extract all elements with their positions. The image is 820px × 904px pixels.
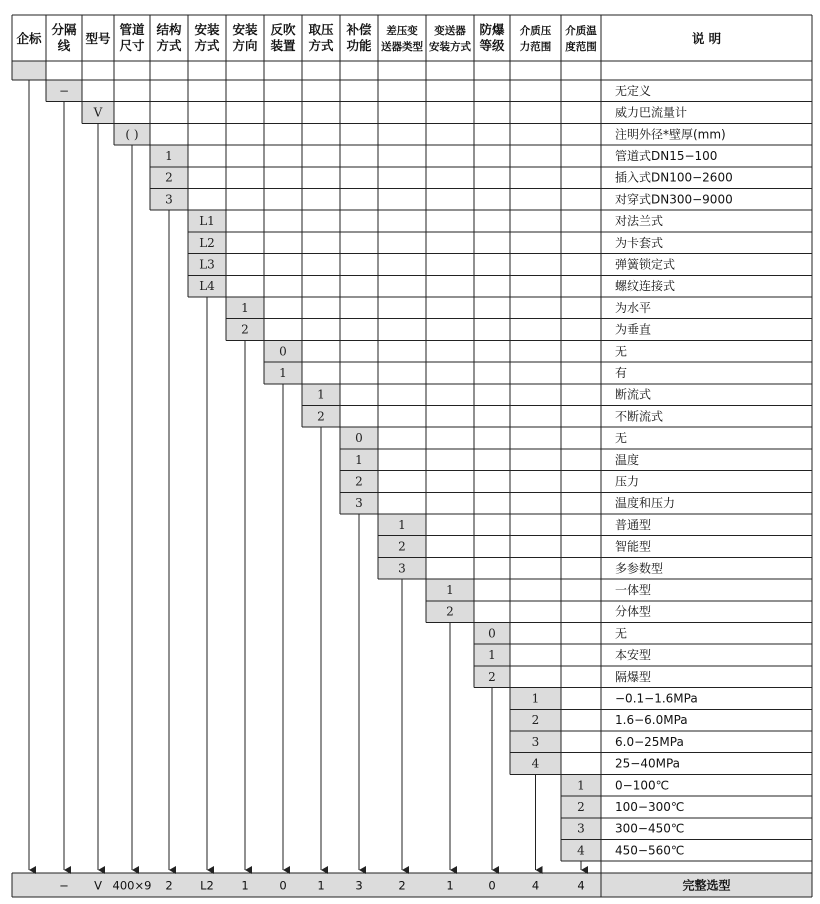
code-cell: 4 [531, 756, 540, 771]
code-cell: 2 [577, 799, 585, 814]
description-cell: 压力 [615, 474, 640, 489]
footer-value: − [59, 878, 69, 893]
description-cell: 6.0−25MPa [615, 734, 684, 749]
code-cell: 3 [398, 561, 406, 576]
selection-arrows [29, 80, 581, 870]
footer-value: 4 [577, 878, 585, 893]
column-header: 型号 [85, 31, 111, 46]
column-header: 尺寸 [119, 38, 145, 53]
code-cell: L1 [199, 214, 215, 229]
description-cell: 智能型 [615, 539, 652, 554]
column-header: 安装 [232, 22, 258, 37]
column-header: 方向 [232, 38, 258, 53]
code-cell: L2 [199, 235, 215, 250]
code-cell: 1 [355, 452, 363, 467]
shaded-cell [12, 61, 46, 80]
footer-value: 1 [241, 878, 249, 893]
footer-value: 2 [398, 878, 406, 893]
code-cell: 0 [355, 431, 363, 446]
description-cell: 温度 [615, 452, 640, 467]
code-cell: ( ) [125, 127, 139, 142]
column-header: 介质温 [565, 25, 597, 37]
footer-label: 完整选型 [682, 878, 731, 893]
footer-value: 1 [446, 878, 454, 893]
description-cell: 温度和压力 [615, 496, 676, 511]
footer-value: V [94, 878, 102, 893]
code-cell: 1 [531, 691, 540, 706]
column-header: 方式 [308, 38, 334, 53]
code-cell: 3 [355, 496, 363, 511]
code-cell: 1 [488, 648, 496, 663]
column-header: 装置 [270, 38, 296, 53]
column-header: 功能 [346, 38, 372, 53]
code-cell: 3 [531, 734, 540, 749]
description-cell: 插入式DN100−2600 [615, 170, 733, 185]
footer-value: 400×9 [112, 878, 152, 893]
description-cell: 为垂直 [615, 322, 652, 337]
column-header: 送器类型 [381, 41, 423, 53]
description-cell: 100−300℃ [615, 799, 685, 814]
description-cell: 300−450℃ [615, 821, 685, 836]
description-cell: 威力巴流量计 [615, 105, 688, 120]
description-cell: 无定义 [615, 83, 652, 98]
description-cell: 无 [615, 626, 628, 641]
description-cell: 为卡套式 [615, 235, 664, 250]
description-cell: 1.6−6.0MPa [615, 713, 688, 728]
description-cell: 0−100℃ [615, 778, 670, 793]
column-header: 差压变 [386, 25, 418, 37]
footer-value: 2 [165, 878, 173, 893]
description-cell: 25−40MPa [615, 756, 680, 771]
code-cell: − [58, 83, 70, 98]
column-header: 防爆 [479, 22, 505, 37]
description-cell: 无 [615, 431, 628, 446]
description-cell: 对穿式DN300−9000 [615, 192, 733, 207]
code-cell: L3 [199, 257, 215, 272]
code-cell: 2 [398, 539, 406, 554]
code-cell: 1 [317, 387, 325, 402]
code-cell: V [93, 105, 103, 120]
footer-value: 1 [317, 878, 325, 893]
column-header: 分隔 [51, 22, 77, 37]
column-header: 安装 [194, 22, 220, 37]
description-cell: 分体型 [615, 604, 652, 619]
code-cell: 4 [577, 843, 585, 858]
footer-value: 3 [355, 878, 363, 893]
column-header: 管道 [119, 22, 145, 37]
code-cell: 1 [279, 365, 287, 380]
description-cell: −0.1−1.6MPa [615, 691, 698, 706]
footer-value: 0 [488, 878, 496, 893]
column-header: 安装方式 [429, 41, 471, 53]
code-cell: 0 [279, 344, 287, 359]
column-header: 度范围 [565, 41, 597, 53]
description-cell: 普通型 [615, 517, 652, 532]
code-cell: 1 [398, 517, 406, 532]
column-header: 力范围 [519, 41, 552, 53]
code-cell: 2 [241, 322, 249, 337]
description-cell: 不断流式 [615, 409, 664, 424]
code-cell: 2 [317, 409, 325, 424]
footer-value: 0 [279, 878, 287, 893]
description-cell: 断流式 [615, 387, 652, 402]
description-cell: 弹簧锁定式 [615, 257, 676, 272]
description-cell: 无 [615, 344, 628, 359]
footer-value: L2 [200, 878, 214, 893]
column-header: 企标 [16, 31, 42, 46]
description-cell: 450−560℃ [615, 843, 685, 858]
code-cell: 2 [531, 713, 540, 728]
code-cell: 0 [488, 626, 496, 641]
description-header: 说 明 [691, 31, 722, 46]
code-cell: 2 [446, 604, 454, 619]
code-cell: 3 [577, 821, 585, 836]
code-cell: L4 [199, 279, 215, 294]
code-cell: 1 [446, 582, 454, 597]
column-header: 补偿 [346, 22, 372, 37]
description-cell: 隔爆型 [615, 669, 652, 684]
column-header: 反吹 [270, 22, 296, 37]
column-header: 线 [57, 38, 71, 53]
description-cell: 本安型 [615, 648, 652, 663]
code-cell: 1 [241, 300, 249, 315]
description-cell: 为水平 [615, 300, 652, 315]
column-header: 结构 [156, 22, 182, 37]
description-cell: 螺纹连接式 [615, 279, 676, 294]
column-header: 方式 [194, 38, 220, 53]
code-cell: 2 [355, 474, 363, 489]
column-header: 取压 [308, 22, 334, 37]
code-cell: 2 [488, 669, 496, 684]
description-cell: 对法兰式 [615, 214, 664, 229]
column-header: 介质压 [519, 25, 552, 37]
code-cell: 1 [577, 778, 585, 793]
description-cell: 管道式DN15−100 [615, 148, 718, 163]
column-header: 方式 [156, 38, 182, 53]
footer-value: 4 [531, 878, 540, 893]
code-cell: 2 [165, 170, 173, 185]
column-header: 等级 [479, 38, 505, 53]
description-cell: 多参数型 [615, 561, 664, 576]
code-cell: 3 [165, 192, 173, 207]
column-header: 变送器 [434, 25, 466, 37]
description-cell: 有 [615, 365, 628, 380]
code-cell: 1 [165, 148, 173, 163]
description-cell: 一体型 [615, 582, 652, 597]
description-cell: 注明外径*壁厚(mm) [615, 127, 726, 142]
